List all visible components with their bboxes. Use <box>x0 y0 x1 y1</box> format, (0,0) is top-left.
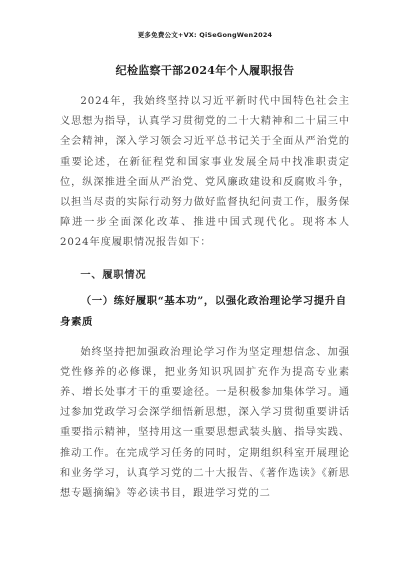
section-heading-1: 一、履职情况 <box>80 269 147 281</box>
document-title: 纪检监察干部2024年个人履职报告 <box>115 64 295 77</box>
subsection-heading-1: （一）练好履职“基本功”，以强化政治理论学习提升自身素质 <box>60 294 347 328</box>
header-note: 更多免费公文+VX: QiSeGongWen2024 <box>137 31 273 39</box>
subsection-1-paragraph: 始终坚持把加强政治理论学习作为坚定理想信念、加强党性修养的必修课，把业务知识巩固扩充作为提高专业素养、增长处事才干的重要途径。一是积极参加集体学习。通过参加党政学习会深学细悟新思想，深入学习贯彻重要讲话重要指示精神，坚持用这一重要思想武装头脑、指导实践、推动工作。在完成学习任务的同时，定期组织科室开展理论和业务学习，认真学习党的二十大报告、《著作选读》《新思想专题摘编》等必读书目，跟进学习党的二 <box>60 346 350 500</box>
intro-paragraph: 2024年，我始终坚持以习近平新时代中国特色社会主义思想为指导，认真学习贯彻党的二十大精神和二十届三中全会精神，深入学习领会习近平总书记关于全面从严治党的重要论述，在新征程党和国家事业发展全局中找准职责定位，纵深推进全面从严治党、党风廉政建设和反腐败斗争，以担当尽责的实际行动努力做好监督执纪问责工作，服务保障进一步全面深化改革、推进中国式现代化。现将本人2024年度履职情况报告如下： <box>60 96 350 249</box>
document-body <box>60 62 350 504</box>
